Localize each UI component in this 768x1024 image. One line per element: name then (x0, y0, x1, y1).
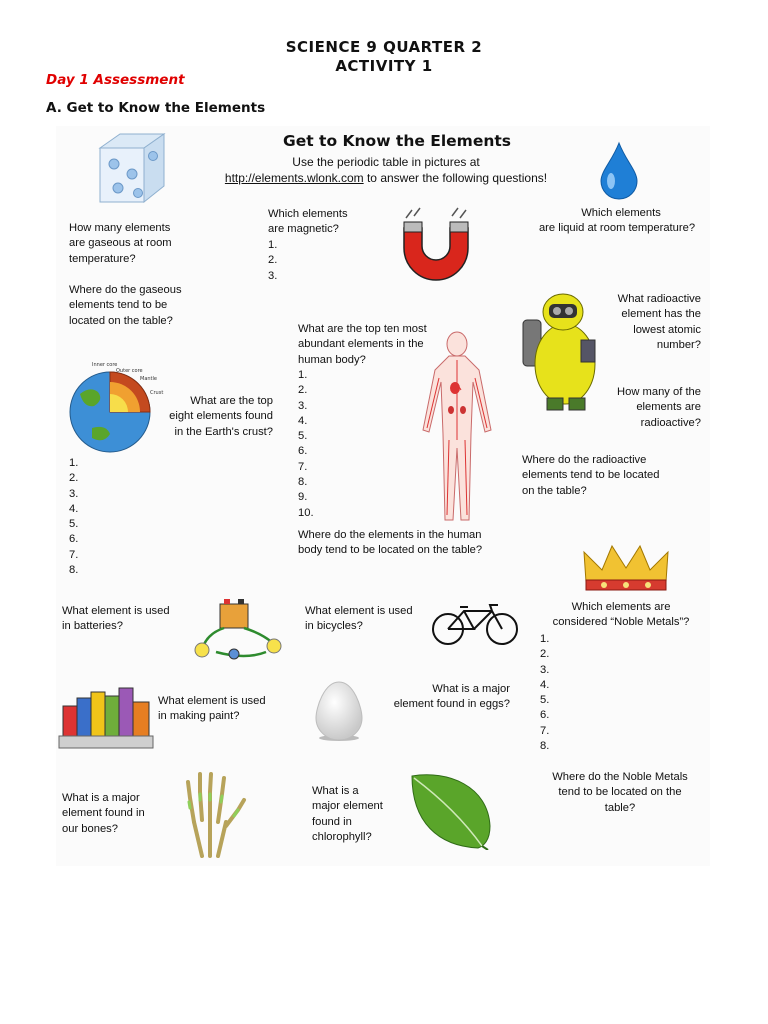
question-line: Where do the Noble Metals (552, 771, 688, 783)
list-item: 2. (298, 384, 308, 397)
noble-metals-answer-list (540, 632, 549, 754)
question-earth-crust (150, 394, 273, 440)
list-item: 2. (268, 254, 278, 267)
question-chlorophyll (312, 784, 383, 845)
hazmat-suit-icon (517, 290, 609, 416)
list-item: 5. (540, 694, 550, 707)
question-line: Which elements (268, 208, 348, 220)
question-line: chlorophyll? (312, 830, 372, 843)
list-item: 3. (540, 663, 550, 676)
question-line: eight elements found (169, 410, 273, 423)
day-label: Day 1 Assessment (46, 72, 185, 88)
crown-icon (580, 540, 672, 598)
list-item: 5. (69, 518, 79, 531)
question-line: body tend to be located on the table? (298, 544, 483, 557)
question-line: human body? (298, 353, 366, 366)
periodic-table-link[interactable]: http://elements.wlonk.com (224, 171, 364, 185)
list-item: 4. (540, 678, 550, 691)
question-line: in making paint? (158, 710, 240, 723)
list-item: 3. (69, 487, 79, 500)
question-line: How many elements (69, 222, 171, 234)
list-item: 10. (298, 506, 314, 519)
question-line: element has the (621, 308, 701, 321)
page-title: SCIENCE 9 QUARTER 2 (285, 38, 483, 56)
question-line: in bicycles? (305, 620, 363, 633)
question-line: abundant elements in the (298, 338, 424, 351)
question-line: on the table? (522, 484, 587, 497)
question-line: number? (656, 338, 701, 351)
worksheet-instructions: Use the periodic table in pictures at (292, 155, 480, 169)
question-gaseous (69, 221, 172, 267)
magnet-icon (396, 206, 474, 286)
question-radioactive-location (522, 453, 659, 499)
crust-answer-list (69, 456, 78, 578)
question-paint (158, 694, 266, 725)
question-line: elements are (636, 401, 701, 414)
question-line: our bones? (62, 822, 118, 835)
list-item: 5. (298, 430, 308, 443)
question-line: What radioactive (617, 293, 701, 305)
list-item: 4. (69, 502, 79, 515)
list-item: 8. (540, 740, 550, 753)
question-radioactive-count (600, 385, 701, 431)
section-heading: A. Get to Know the Elements (46, 100, 266, 116)
list-item: 4. (298, 414, 308, 427)
page-subtitle: ACTIVITY 1 (335, 57, 433, 75)
question-line: are magnetic? (268, 223, 339, 236)
question-line: located on the table? (69, 314, 173, 327)
question-line: What element is used (62, 605, 170, 617)
question-line: elements tend to be (69, 299, 168, 312)
list-item: 7. (540, 724, 550, 737)
list-item: 9. (298, 491, 308, 504)
question-line: Where do the elements in the human (298, 529, 482, 541)
paint-tubes-icon (57, 684, 155, 750)
question-line: in the Earth's crust? (174, 425, 273, 438)
water-drop-icon (598, 141, 640, 201)
question-bicycles (305, 604, 413, 635)
outer-core-label: Outer core (116, 368, 143, 374)
list-item: 2. (69, 472, 79, 485)
list-item: 6. (298, 445, 308, 458)
gas-cube-icon (92, 130, 170, 210)
question-line: found in (312, 815, 352, 828)
question-line: lowest atomic (633, 323, 701, 336)
question-line: major element (312, 800, 383, 813)
question-gaseous-location (69, 283, 182, 329)
question-batteries (62, 604, 170, 635)
question-line: radioactive? (640, 416, 701, 429)
question-eggs (372, 682, 510, 713)
list-item: 6. (69, 533, 79, 546)
question-line: Where do the gaseous (69, 284, 182, 296)
list-item: 1. (268, 239, 278, 251)
list-item: 3. (298, 399, 308, 412)
list-item: 6. (540, 709, 550, 722)
question-line: What are the top (190, 395, 273, 407)
question-line: elements tend to be located (522, 469, 660, 482)
question-line: Where do the radioactive (522, 454, 647, 466)
question-line: How many of the (617, 386, 701, 398)
question-noble-location (532, 770, 708, 816)
question-line: What is a major (432, 683, 510, 695)
list-item: 3. (268, 269, 278, 282)
list-item: 1. (540, 633, 550, 645)
battery-circuit-icon (186, 596, 292, 664)
question-radioactive-lowest (600, 292, 701, 353)
question-noble-metals (532, 600, 710, 631)
list-item: 1. (298, 369, 308, 381)
question-human-location (298, 528, 482, 559)
question-line: What is a (312, 785, 359, 797)
question-line: in batteries? (62, 620, 123, 633)
question-line: temperature? (69, 252, 136, 265)
list-item: 2. (540, 648, 550, 661)
question-bones (62, 791, 145, 837)
question-line: Which elements are (571, 601, 671, 613)
question-line: What element is used (305, 605, 413, 617)
question-line: considered “Noble Metals”? (552, 616, 690, 629)
question-line: Which elements (581, 207, 661, 219)
mantle-label: Mantle (140, 376, 157, 382)
question-line: are gaseous at room (69, 237, 172, 250)
list-item: 8. (298, 476, 308, 489)
question-line: What is a major (62, 792, 140, 804)
worksheet-title: Get to Know the Elements (283, 132, 512, 150)
list-item: 1. (69, 457, 79, 469)
question-line: table? (604, 801, 636, 814)
question-line: element found in (62, 807, 145, 820)
instructions-rest: to answer the following questions! (363, 171, 548, 185)
question-line: What element is used (158, 695, 266, 707)
bicycle-icon (430, 603, 520, 647)
question-line: are liquid at room temperature? (538, 222, 696, 235)
crust-label: Crust (150, 390, 164, 396)
magnetic-answer-list (268, 238, 277, 284)
list-item: 8. (69, 564, 79, 577)
question-line: tend to be located on the (558, 786, 682, 799)
question-line: What are the top ten most (298, 323, 427, 335)
human-body-answer-list (298, 368, 314, 521)
hand-bones-icon (170, 770, 250, 866)
inner-core-label: Inner core (92, 362, 118, 368)
question-magnetic (268, 207, 348, 238)
egg-icon (314, 680, 364, 742)
question-liquid (526, 206, 708, 237)
leaf-icon (408, 770, 494, 850)
list-item: 7. (69, 548, 79, 561)
question-human-body (298, 322, 427, 368)
list-item: 7. (298, 460, 308, 473)
question-line: element found in eggs? (393, 698, 510, 711)
